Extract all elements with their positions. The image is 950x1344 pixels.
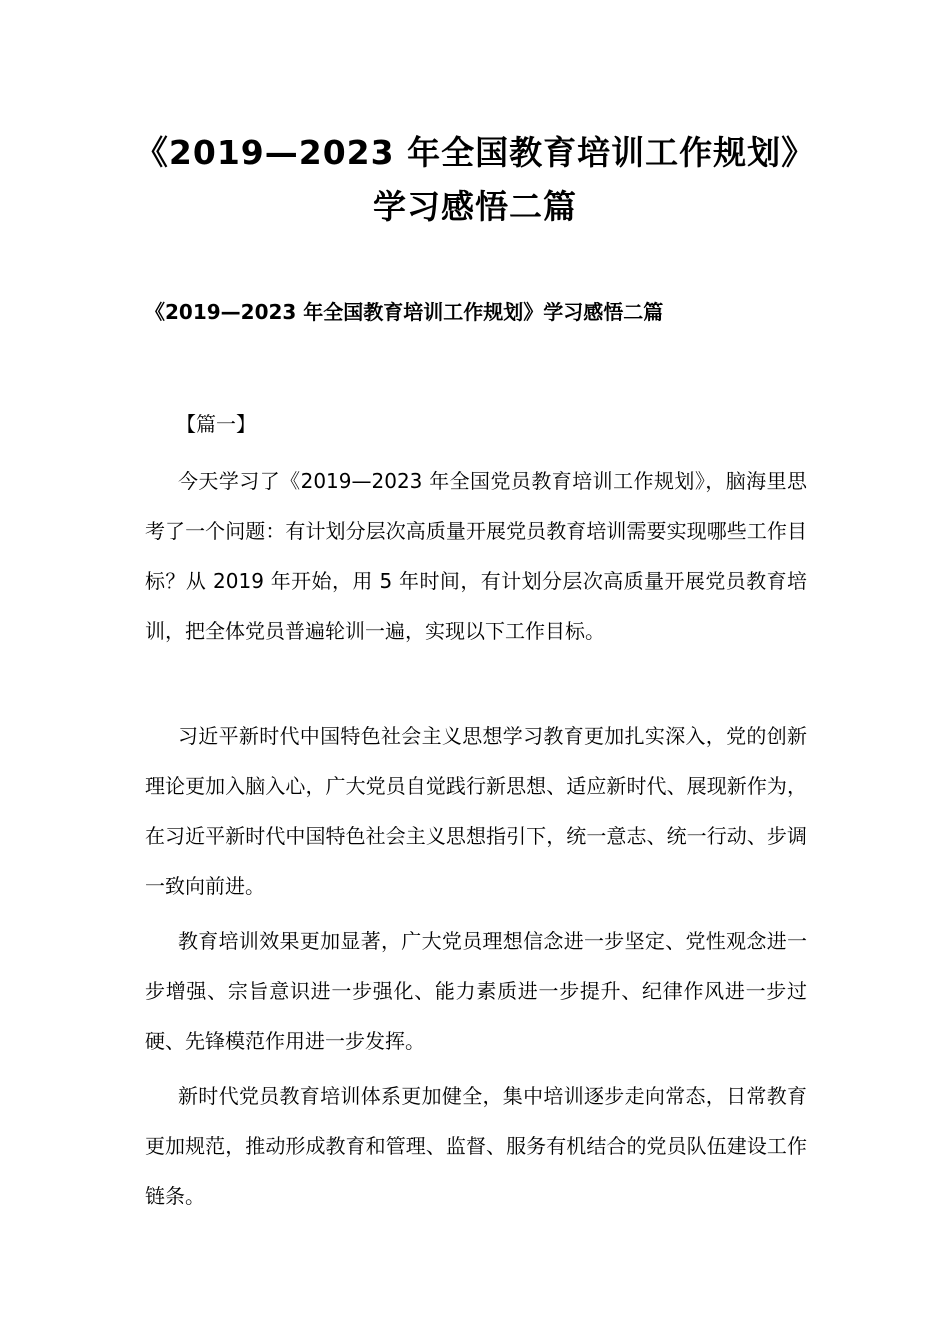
section-heading: 《2019—2023 年全国教育培训工作规划》学习感悟二篇: [145, 300, 664, 324]
part-label: 【篇一】: [176, 412, 256, 436]
body-paragraph: 新时代党员教育培训体系更加健全，集中培训逐步走向常态，日常教育更加规范，推动形成教育和管理、监督、服务有机结合的党员队伍建设工作链条。: [145, 1084, 807, 1208]
page-title: 《2019—2023 年全国教育培训工作规划》学习感悟二篇: [134, 133, 816, 226]
body-paragraph: 教育培训效果更加显著，广大党员理想信念进一步坚定、党性观念进一步增强、宗旨意识进一步强化、能力素质进一步提升、纪律作风进一步过硬、先锋模范作用进一步发挥。: [145, 929, 807, 1053]
body-paragraph: 今天学习了《2019—2023 年全国党员教育培训工作规划》，脑海里思考了一个问题：有计划分层次高质量开展党员教育培训需要实现哪些工作目标？从 2019 年开始，用 5 年时间，有计划分层次高质量开展党员教育培训，把全体党员普遍轮训一遍，实现以下工作目标。: [145, 469, 807, 643]
body-paragraph: 习近平新时代中国特色社会主义思想学习教育更加扎实深入，党的创新理论更加入脑入心，广大党员自觉践行新思想、适应新时代、展现新作为，在习近平新时代中国特色社会主义思想指引下，统一意志、统一行动、步调一致向前进。: [145, 724, 807, 898]
